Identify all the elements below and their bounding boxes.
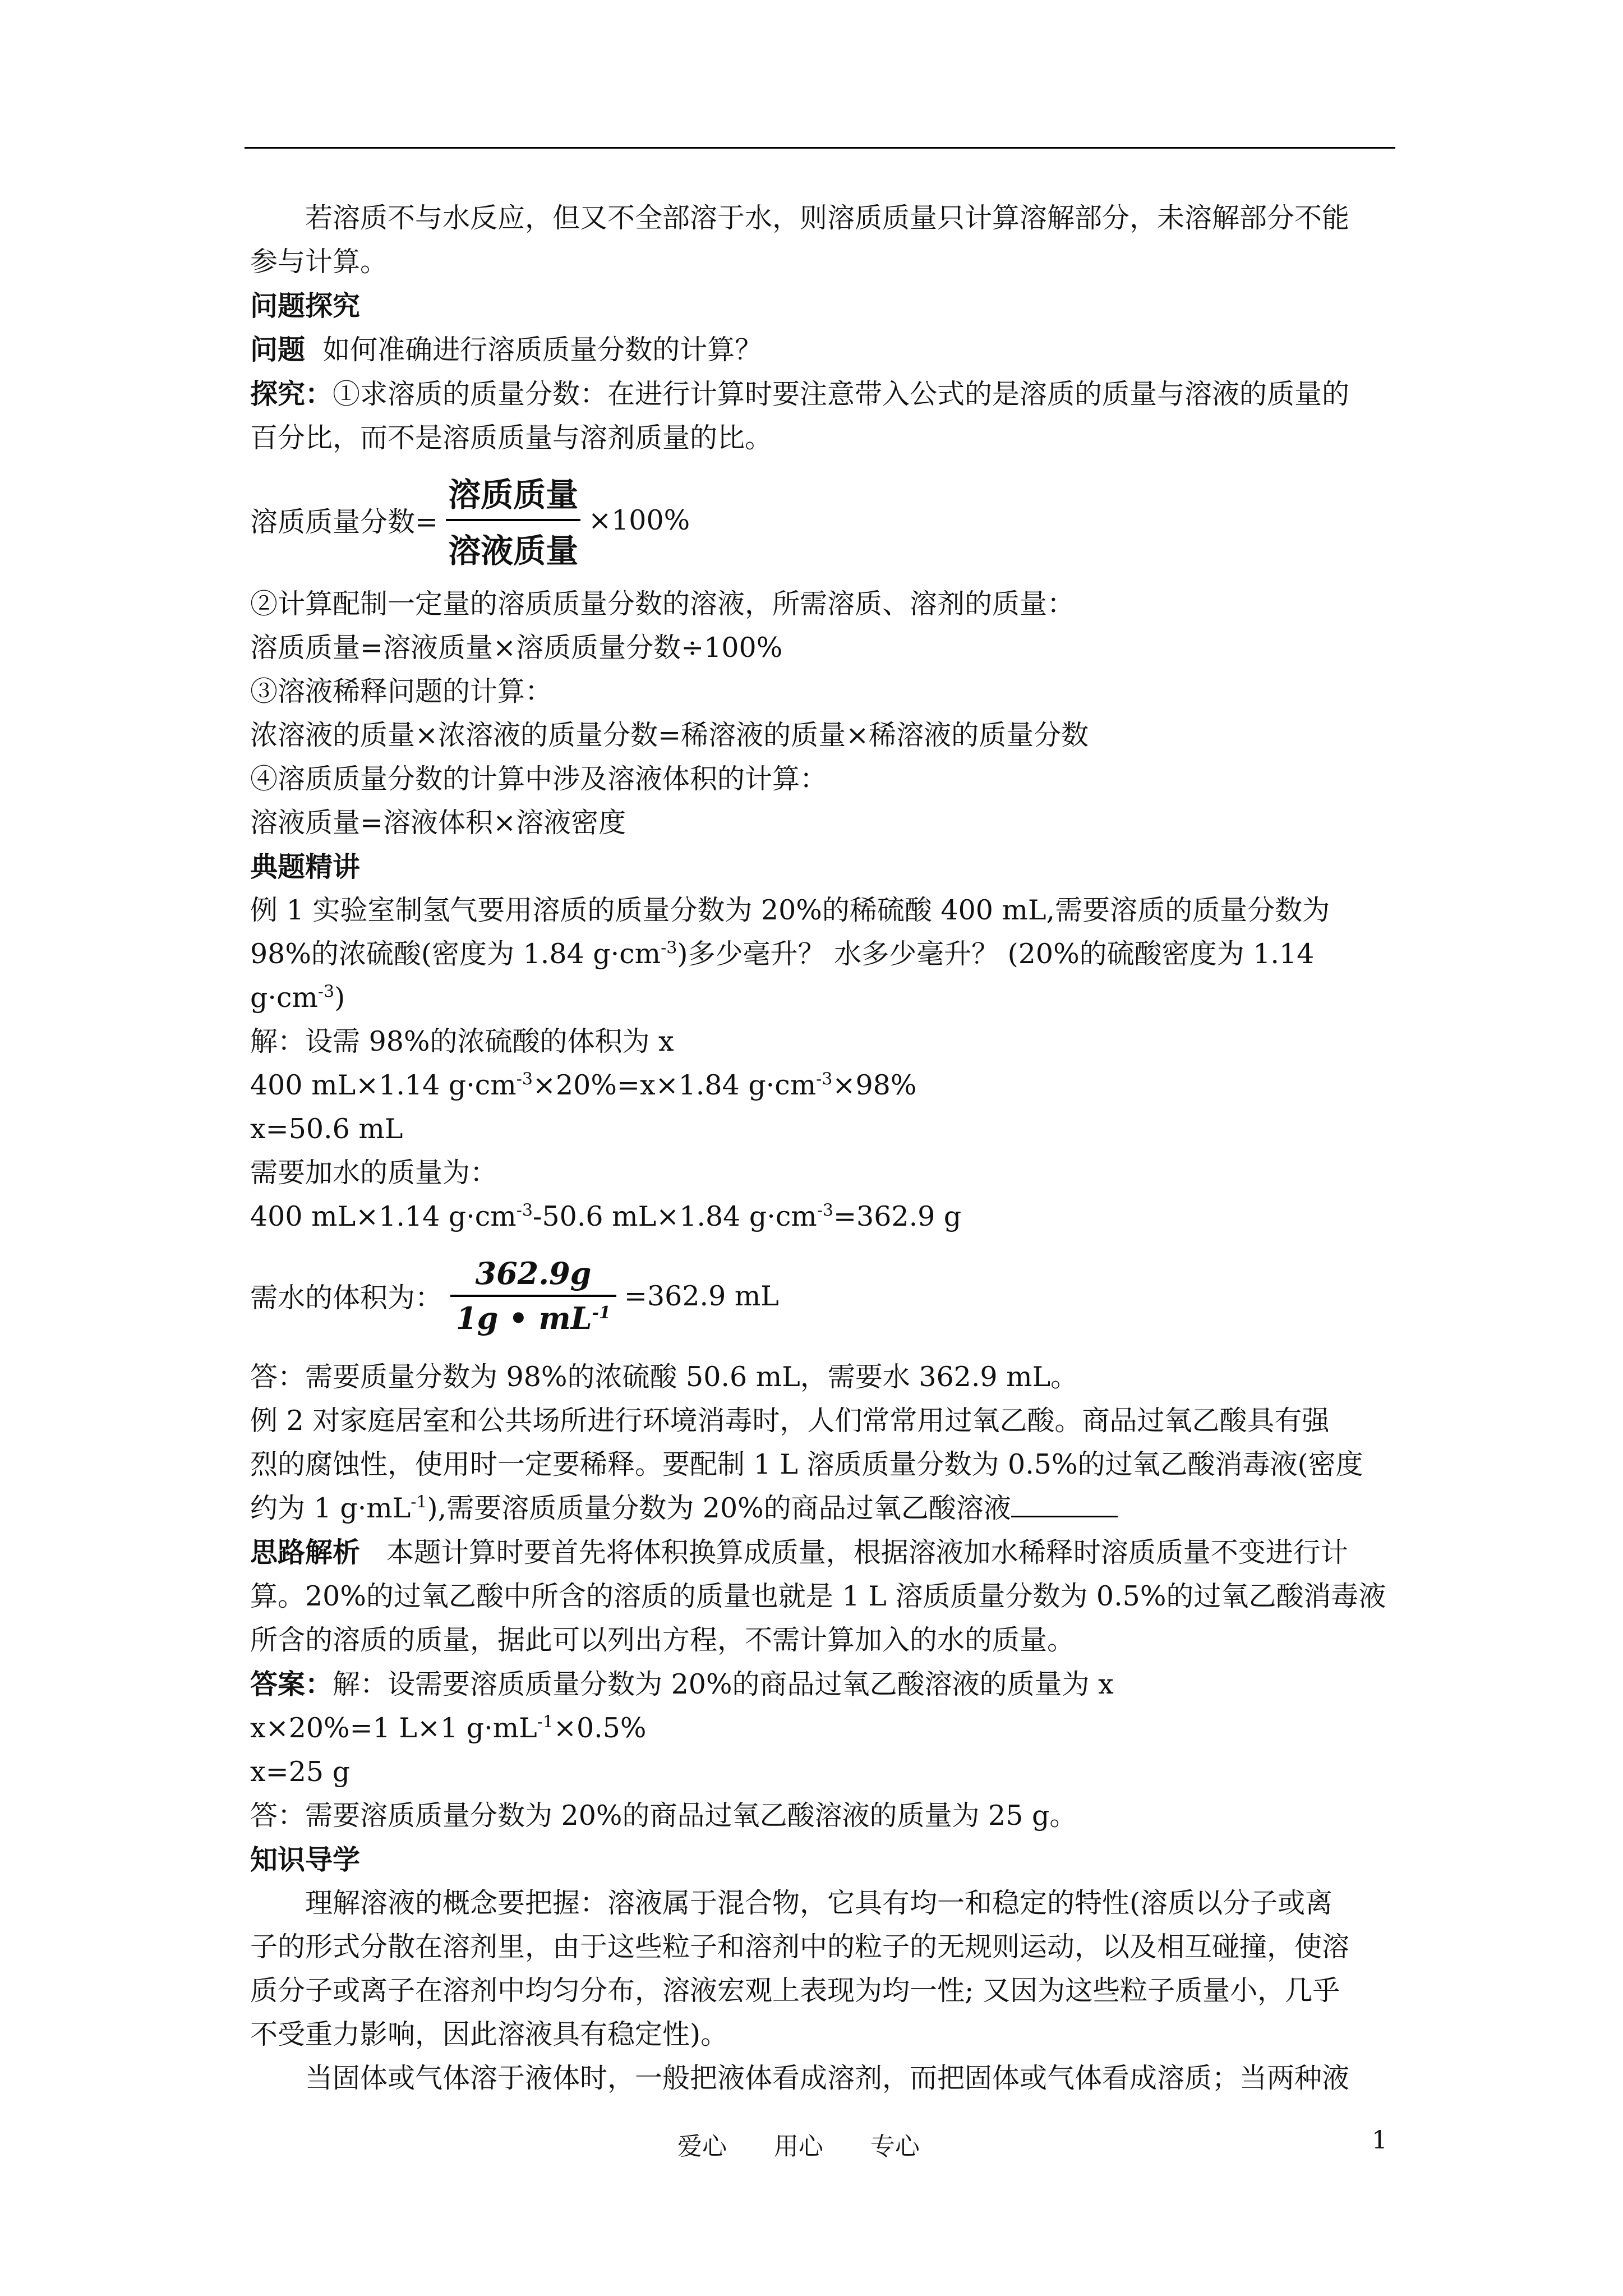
explore-label: 探究： <box>250 378 333 410</box>
header-rule <box>245 147 1395 149</box>
question-label: 问题 <box>250 333 306 366</box>
knowledge-line: 子的形式分散在溶剂里，由于这些粒子和溶剂中的粒子的无规则运动，以及相互碰撞，使溶 <box>250 1931 1350 1963</box>
page-body <box>250 196 1400 2100</box>
answer-label: 答案： <box>250 1668 333 1700</box>
superscript: -3 <box>516 1200 533 1221</box>
equation-line <box>250 1064 1400 1107</box>
example-1-line <box>250 932 1400 976</box>
question-text: 如何准确进行溶质质量分数的计算？ <box>322 334 763 366</box>
superscript: -1 <box>537 1712 554 1732</box>
text-run: 约为 1 g·mL <box>250 1492 411 1524</box>
text-run: 1g • mL <box>456 1300 592 1336</box>
knowledge-line: 当固体或气体溶于液体时，一般把液体看成溶剂，而把固体或气体看成溶质；当两种液 <box>305 2062 1350 2094</box>
text-run: g·cm <box>250 982 318 1014</box>
text-run: ×0.5% <box>553 1712 647 1744</box>
superscript: -3 <box>661 938 677 958</box>
final-answer-line: 答：需要溶质质量分数为 20%的商品过氧乙酸溶液的质量为 25 g。 <box>250 1800 1077 1832</box>
answer-blank <box>1011 1493 1118 1517</box>
formula-suffix: =362.9 mL <box>624 1280 779 1312</box>
water-mass-equation <box>250 1195 1400 1239</box>
section-heading-wenti: 问题探究 <box>250 289 361 322</box>
formula-suffix: ×100% <box>588 504 690 536</box>
page-number: 1 <box>1372 2126 1387 2155</box>
text-run: 400 mL×1.14 g·cm <box>250 1069 517 1101</box>
formula-fraction <box>450 1255 616 1336</box>
fraction-numerator: 溶质质量 <box>448 476 579 514</box>
water-mass-label: 需要加水的质量为： <box>250 1157 498 1189</box>
section-heading-zhishi: 知识导学 <box>250 1843 361 1876</box>
superscript: -3 <box>817 1200 833 1221</box>
explore-line <box>250 372 1400 416</box>
formula-prefix: 溶质质量分数= <box>250 506 439 538</box>
answer-line: 答：需要质量分数为 98%的浓硫酸 50.6 mL，需要水 362.9 mL。 <box>250 1361 1078 1393</box>
result-line: x=25 g <box>250 1756 350 1788</box>
text-run: 解：设需要溶质质量分数为 20%的商品过氧乙酸溶液的质量为 x <box>333 1668 1114 1700</box>
question-line <box>250 328 1400 372</box>
superscript: -3 <box>816 1069 833 1089</box>
text-run: x×20%=1 L×1 g·mL <box>250 1712 537 1744</box>
analysis-line: 算。20%的过氧乙酸中所含的溶质的质量也就是 1 L 溶质质量分数为 0.5%的过氧乙酸消毒液 <box>250 1580 1386 1612</box>
text-run: 98%的浓硫酸(密度为 1.84 g·cm <box>250 938 661 970</box>
text-run: -50.6 mL×1.84 g·cm <box>532 1200 817 1232</box>
formula-prefix: 需水的体积为： <box>250 1282 443 1314</box>
page-footer <box>0 2126 1623 2160</box>
point-3: ③溶液稀释问题的计算： <box>250 675 553 707</box>
text-run: 400 mL×1.14 g·cm <box>250 1200 517 1232</box>
knowledge-line: 理解溶液的概念要把握：溶液属于混合物，它具有均一和稳定的特性(溶质以分子或离 <box>305 1887 1333 1919</box>
text-run: ),需要溶质质量分数为 20%的商品过氧乙酸溶液 <box>427 1492 1011 1524</box>
superscript: -3 <box>516 1069 533 1089</box>
point-3-formula: 浓溶液的质量×浓溶液的质量分数=稀溶液的质量×稀溶液的质量分数 <box>250 719 1089 751</box>
example-1-line <box>250 976 1400 1020</box>
superscript: -3 <box>317 982 335 1002</box>
fraction-denominator <box>450 1300 616 1336</box>
superscript: -1 <box>411 1492 427 1512</box>
knowledge-line: 质分子或离子在溶剂中均匀分布，溶液宏观上表现为均一性; 又因为这些粒子质量小，几乎 <box>250 1975 1340 2007</box>
text-run: )多少毫升？ 水多少毫升？ (20%的硫酸密度为 1.14 <box>677 938 1315 970</box>
point-2-formula: 溶质质量=溶液质量×溶质质量分数÷100% <box>250 632 783 664</box>
example-2-line <box>250 1487 1400 1530</box>
point-4-formula: 溶液质量=溶液体积×溶液密度 <box>250 807 626 839</box>
section-heading-dianti: 典题精讲 <box>250 850 361 883</box>
fraction-bar <box>446 519 580 521</box>
fraction-denominator: 溶液质量 <box>448 532 579 570</box>
example-2-line: 例 2 对家庭居室和公共场所进行环境消毒时，人们常常用过氧乙酸。商品过氧乙酸具有强 <box>250 1405 1330 1437</box>
formula-fraction <box>446 468 580 572</box>
explore-line-2: 百分比，而不是溶质质量与溶剂质量的比。 <box>250 422 773 454</box>
explore-text: ①求溶质的质量分数：在进行计算时要注意带入公式的是溶质的质量与溶液的质量的 <box>333 378 1350 410</box>
knowledge-line: 不受重力影响，因此溶液具有稳定性)。 <box>250 2018 728 2050</box>
fraction-numerator: 362.9g <box>475 1255 592 1291</box>
superscript: -1 <box>592 1303 611 1323</box>
example-2-line: 烈的腐蚀性，使用时一定要稀释。要配制 1 L 溶质质量分数为 0.5%的过氧乙酸消毒液(密度 <box>250 1448 1363 1480</box>
analysis-label: 思路解析 <box>250 1536 361 1568</box>
water-volume-formula <box>250 1245 1400 1346</box>
text-run: ×20%=x×1.84 g·cm <box>532 1069 817 1101</box>
solution-line: 解：设需 98%的浓硫酸的体积为 x <box>250 1025 674 1057</box>
result-line: x=50.6 mL <box>250 1113 403 1145</box>
equation-line <box>250 1706 1400 1750</box>
answer-line <box>250 1662 1400 1706</box>
example-1-line: 例 1 实验室制氢气要用溶质的质量分数为 20%的稀硫酸 400 mL,需要溶质的质量分数为 <box>250 894 1330 926</box>
text-run: =362.9 g <box>833 1200 962 1232</box>
paragraph-line: 若溶质不与水反应，但又不全部溶于水，则溶质质量只计算溶解部分，未溶解部分不能 <box>305 202 1350 234</box>
text-run: ) <box>334 982 345 1014</box>
text-run: ×98% <box>832 1069 917 1101</box>
paragraph-line: 参与计算。 <box>250 246 388 278</box>
footer-motto: 爱心 用心 专心 <box>677 2132 920 2161</box>
analysis-line: 所含的溶质的质量，据此可以列出方程，不需计算加入的水的质量。 <box>250 1624 1075 1656</box>
fraction-bar <box>450 1295 616 1297</box>
mass-fraction-formula <box>250 467 1400 573</box>
analysis-line <box>250 1530 1400 1575</box>
point-4: ④溶质质量分数的计算中涉及溶液体积的计算： <box>250 763 828 795</box>
point-2: ②计算配制一定量的溶质质量分数的溶液，所需溶质、溶剂的质量： <box>250 588 1075 620</box>
text-run: 本题计算时要首先将体积换算成质量，根据溶液加水稀释时溶质质量不变进行计 <box>386 1536 1348 1568</box>
